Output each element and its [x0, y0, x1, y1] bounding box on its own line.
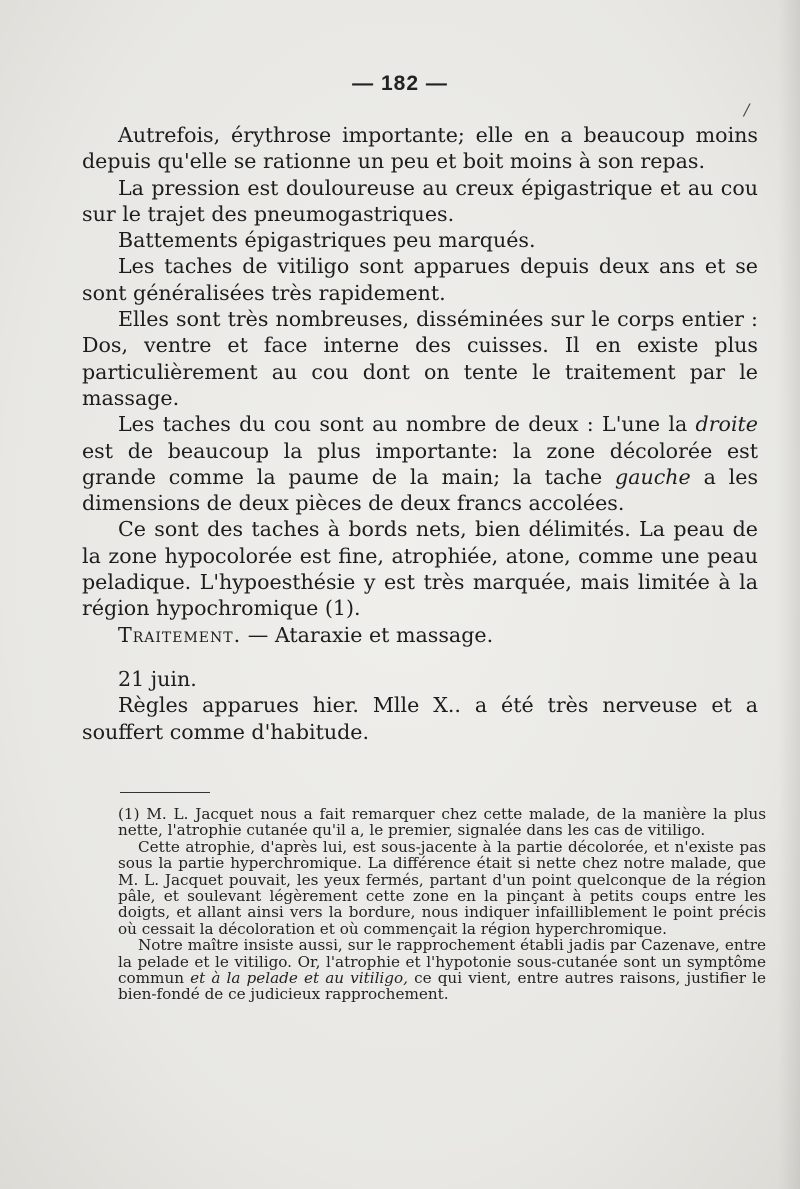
page-number: — 182 — — [352, 72, 448, 95]
text-span: est de beaucoup la plus importante: la zone décolorée est grande comme la paume de la main; la tache — [82, 438, 758, 489]
paragraph: Elles sont très nombreuses, disséminées sur le corps entier : Dos, ventre et face interne des cuisses. Il en existe plus particulièrement au cou dont on tente le traitement par le massage. — [82, 307, 758, 410]
footnote — [118, 806, 766, 1003]
page-edge-shadow — [778, 0, 800, 1189]
text-span: a les dimensions de deux pièces de deux francs accolées. — [82, 464, 759, 516]
footnote-paragraph: (1) M. L. Jacquet nous a fait remarquer chez cette malade, de la manière la plus nette, l'atrophie cutanée qu'il a, le premier, signalée dans les cas de vitiligo. — [118, 805, 766, 840]
paragraph: Battements épigastriques peu marqués. — [118, 228, 536, 253]
spacer — [82, 648, 758, 666]
main-text — [82, 122, 758, 745]
footnote-paragraph: Cette atrophie, d'après lui, est sous-jacente à la partie décolorée, et n'existe pas sous la partie hyperchromique. La différence était si nette chez notre malade, que M. L. Jacquet pouvait, les yeux fermés, partant d'un point quelconque de la région pâle, et soulevant légèrement cette zone en la pinçant à petits coups entre les doigts, et allant ainsi vers la bordure, nous indiquer infailliblement le point précis où cessait la décoloration et où commençait la région hyperchromique. — [118, 837, 766, 938]
italic-gauche: gauche — [615, 464, 691, 489]
italic-droite: droite — [695, 412, 758, 437]
traitement-label: Traitement. — [118, 622, 242, 647]
traitement-line — [82, 622, 758, 648]
footnote-italic: et à la pelade et au vitiligo, — [190, 969, 408, 988]
text-span: Les taches du cou sont au nombre de deux : L'une la — [118, 412, 696, 437]
text-span: ce qui vient, entre autres raisons, justifier le bien-fondé de ce judicieux rapprochement. — [118, 969, 767, 1004]
footnote-separator — [120, 792, 210, 793]
date-line: 21 juin. — [118, 666, 197, 691]
traitement-text: — Ataraxie et massage. — [241, 622, 494, 647]
paragraph: Ce sont des taches à bords nets, bien délimités. La peau de la zone hypocolorée est fine, atrophiée, atone, comme une peau peladique. L'hypoesthésie y est très marquée, mais limitée à la région hypochromique (1). — [82, 517, 758, 621]
text-span: Notre maître insiste aussi, sur le rapprochement établi jadis par Cazenave, entre la pelade et le vitiligo. Or, l'atrophie et l'hypotonie sous-cutanée sont un symptôme commun — [118, 936, 766, 988]
paragraph: Autrefois, érythrose importante; elle en a beaucoup moins depuis qu'elle se rationne un peu et boit moins à son repas. — [82, 123, 758, 174]
paragraph: Les taches de vitiligo sont apparues depuis deux ans et se sont généralisées très rapidement. — [82, 254, 758, 305]
paragraph-cou — [82, 411, 758, 516]
paragraph: La pression est douloureuse au creux épigastrique et au cou sur le trajet des pneumogastriques. — [82, 175, 758, 226]
footnote-paragraph — [118, 937, 766, 1003]
stray-mark: / — [744, 100, 750, 119]
paragraph: Règles apparues hier. Mlle X.. a été très nerveuse et a souffert comme d'habitude. — [82, 693, 758, 744]
